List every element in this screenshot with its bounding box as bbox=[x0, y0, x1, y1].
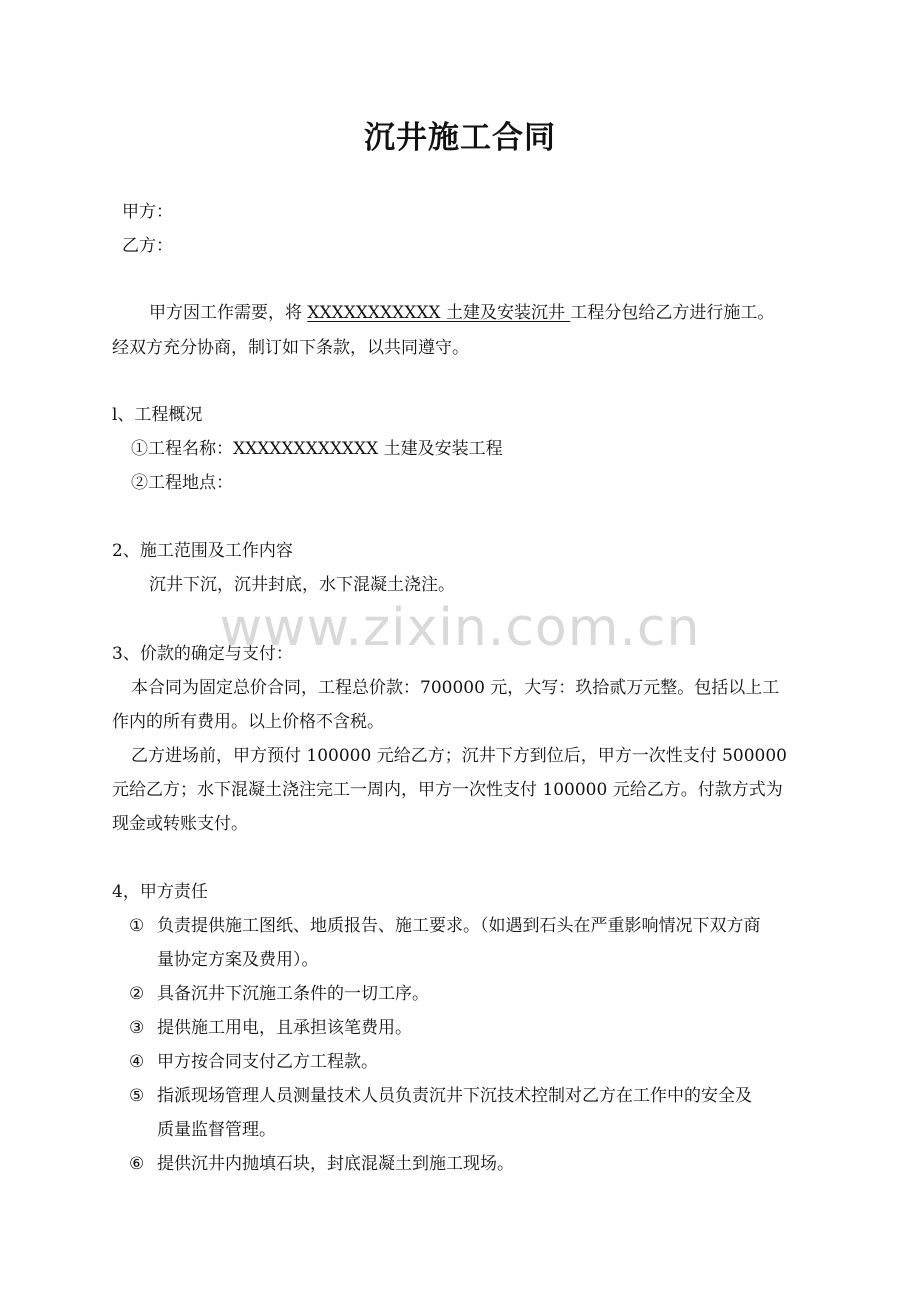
intro-text-pre: 甲方因工作需要，将 bbox=[149, 303, 308, 323]
section-4-item-1 bbox=[129, 914, 761, 938]
section-3-line-3: 乙方进场前，甲方预付 100000 元给乙方；沉井下方到位后，甲方一次性支付 500000 bbox=[131, 746, 788, 766]
item-text: 提供施工用电，且承担该笔费用。 bbox=[157, 1018, 412, 1038]
section-4-item-5-cont: 质量监督管理。 bbox=[157, 1120, 276, 1140]
section-4-item-4 bbox=[129, 1050, 378, 1074]
section-3-line-5: 现金或转账支付。 bbox=[112, 814, 248, 834]
page-title: 沉井施工合同 bbox=[364, 120, 556, 156]
section-3-line-2: 作内的所有费用。以上价格不含税。 bbox=[112, 712, 384, 732]
intro-paragraph-line-1 bbox=[149, 301, 774, 325]
item-text: 甲方按合同支付乙方工程款。 bbox=[157, 1052, 378, 1072]
section-2-heading: 2、施工范围及工作内容 bbox=[112, 541, 293, 561]
section-4-item-6 bbox=[129, 1152, 514, 1176]
section-1-heading: l、工程概况 bbox=[112, 405, 203, 425]
section-4-heading: 4，甲方责任 bbox=[112, 882, 208, 902]
item-number: ② bbox=[129, 984, 145, 1004]
section-2-content: 沉井下沉，沉井封底，水下混凝土浇注。 bbox=[149, 575, 455, 595]
party-b-label: 乙方： bbox=[122, 236, 173, 256]
section-4-item-3 bbox=[129, 1016, 412, 1040]
section-1-item-1: ①工程名称：XXXXXXXXXXXX 土建及安装工程 bbox=[131, 439, 503, 459]
item-text: 指派现场管理人员测量技术人员负责沉井下沉技术控制对乙方在工作中的安全及 bbox=[157, 1086, 752, 1106]
item-text: 具备沉井下沉施工条件的一切工序。 bbox=[157, 984, 429, 1004]
intro-text-post: 工程分包给乙方进行施工。 bbox=[570, 303, 775, 323]
item-number: ③ bbox=[129, 1018, 145, 1038]
item-number: ① bbox=[129, 916, 145, 936]
watermark-text: www.zixin.com.cn bbox=[219, 598, 701, 658]
item-number: ⑤ bbox=[129, 1086, 145, 1106]
section-4-item-2 bbox=[129, 982, 429, 1006]
item-number: ⑥ bbox=[129, 1154, 145, 1174]
section-4-item-1-cont: 量协定方案及费用）。 bbox=[157, 950, 319, 970]
item-number: ④ bbox=[129, 1052, 145, 1072]
section-1-item-2: ②工程地点： bbox=[131, 473, 233, 493]
party-a-label: 甲方： bbox=[122, 202, 173, 222]
section-3-line-4: 元给乙方；水下混凝土浇注完工一周内，甲方一次性支付 100000 元给乙方。付款方式为 bbox=[112, 780, 783, 800]
item-text: 负责提供施工图纸、地质报告、施工要求。（如遇到石头在严重影响情况下双方商 bbox=[157, 916, 761, 936]
intro-paragraph-line-2: 经双方充分协商，制订如下条款，以共同遵守。 bbox=[112, 338, 469, 358]
section-4-item-5 bbox=[129, 1084, 752, 1108]
section-3-line-1: 本合同为固定总价合同，工程总价款：700000 元，大写：玖拾贰万元整。包括以上工 bbox=[131, 678, 780, 698]
project-name-underlined: XXXXXXXXXXX 土建及安装沉井 bbox=[307, 303, 571, 323]
section-3-heading: 3、价款的确定与支付： bbox=[112, 644, 293, 664]
item-text: 提供沉井内抛填石块，封底混凝土到施工现场。 bbox=[157, 1154, 514, 1174]
